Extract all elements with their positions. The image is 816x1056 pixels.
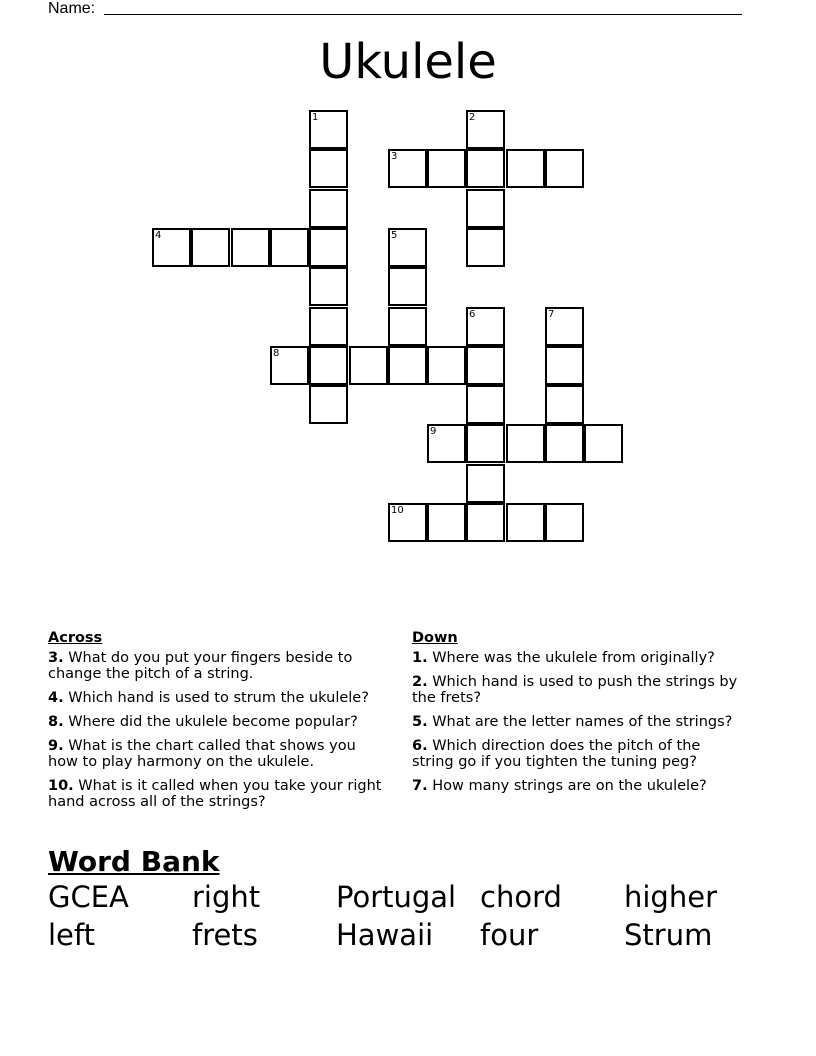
- crossword-cell[interactable]: [466, 307, 505, 346]
- cell-number: 3: [391, 151, 398, 162]
- clue-text: Which direction does the pitch of the string go if you tighten the tuning peg?: [412, 738, 701, 770]
- clue-text: Which hand is used to strum the ukulele?: [68, 690, 369, 706]
- cell-number: 1: [312, 112, 319, 123]
- clue-text: Which hand is used to push the strings by the frets?: [412, 674, 738, 706]
- crossword-cell[interactable]: [545, 149, 584, 188]
- clue-text: What do you put your fingers beside to change the pitch of a string.: [48, 650, 353, 682]
- crossword-cell[interactable]: [466, 503, 505, 542]
- crossword-cell[interactable]: [466, 189, 505, 228]
- cell-number: 9: [430, 426, 437, 437]
- clue-across: [48, 714, 388, 730]
- cell-number: 10: [391, 505, 404, 516]
- clue-down: [412, 650, 742, 666]
- clue-across: [48, 690, 388, 706]
- crossword-cell[interactable]: [506, 149, 545, 188]
- crossword-cell[interactable]: [545, 424, 584, 463]
- crossword-cell[interactable]: [545, 307, 584, 346]
- crossword-cell[interactable]: [466, 464, 505, 503]
- crossword-cell[interactable]: [545, 346, 584, 385]
- crossword-cell[interactable]: [466, 149, 505, 188]
- clue-text: What is it called when you take your right hand across all of the strings?: [48, 778, 382, 810]
- cell-number: 7: [548, 309, 555, 320]
- crossword-cell[interactable]: [152, 228, 191, 267]
- clue-text: How many strings are on the ukulele?: [432, 778, 707, 794]
- crossword-cell[interactable]: [388, 346, 427, 385]
- crossword-cell[interactable]: [545, 385, 584, 424]
- clue-text: What is the chart called that shows you how to play harmony on the ukulele.: [48, 738, 356, 770]
- crossword-cell[interactable]: [466, 424, 505, 463]
- crossword-cell[interactable]: [466, 228, 505, 267]
- crossword-cell[interactable]: [584, 424, 623, 463]
- down-clues: [412, 630, 742, 802]
- across-clues: [48, 630, 388, 818]
- crossword-cell[interactable]: [309, 307, 348, 346]
- crossword-cell[interactable]: [309, 149, 348, 188]
- across-heading: Across: [48, 630, 103, 646]
- crossword-cell[interactable]: [309, 267, 348, 306]
- crossword-cell[interactable]: [466, 385, 505, 424]
- clue-down: [412, 714, 742, 730]
- crossword-cell[interactable]: [545, 503, 584, 542]
- page-title: Ukulele: [319, 34, 497, 90]
- clue-number: 6.: [412, 738, 428, 754]
- word-bank-item: chord: [480, 880, 562, 914]
- clue-number: 7.: [412, 778, 428, 794]
- word-bank-item: Hawaii: [336, 918, 434, 952]
- crossword-cell[interactable]: [388, 267, 427, 306]
- crossword-cell[interactable]: [349, 346, 388, 385]
- clue-number: 1.: [412, 650, 428, 666]
- clue-down: [412, 778, 742, 794]
- name-label: Name:: [48, 0, 96, 17]
- crossword-cell[interactable]: [231, 228, 270, 267]
- word-bank-item: frets: [192, 918, 258, 952]
- cell-number: 5: [391, 230, 398, 241]
- word-bank-item: higher: [624, 880, 717, 914]
- word-bank-item: four: [480, 918, 539, 952]
- clue-number: 8.: [48, 714, 64, 730]
- clue-text: Where did the ukulele become popular?: [68, 714, 358, 730]
- cell-number: 8: [273, 348, 280, 359]
- clue-across: [48, 778, 388, 810]
- cell-number: 4: [155, 230, 162, 241]
- crossword-cell[interactable]: [427, 424, 466, 463]
- word-bank-item: left: [48, 918, 95, 952]
- word-bank-item: Strum: [624, 918, 713, 952]
- clue-number: 2.: [412, 674, 428, 690]
- crossword-cell[interactable]: [427, 149, 466, 188]
- clue-text: What are the letter names of the strings?: [432, 714, 733, 730]
- crossword-cell[interactable]: [427, 346, 466, 385]
- crossword-cell[interactable]: [270, 228, 309, 267]
- word-bank-item: GCEA: [48, 880, 129, 914]
- crossword-cell[interactable]: [309, 385, 348, 424]
- clue-text: Where was the ukulele from originally?: [432, 650, 715, 666]
- word-bank-item: Portugal: [336, 880, 457, 914]
- crossword-cell[interactable]: [388, 503, 427, 542]
- crossword-cell[interactable]: [309, 189, 348, 228]
- crossword-cell[interactable]: [466, 110, 505, 149]
- clue-number: 10.: [48, 778, 74, 794]
- clue-number: 5.: [412, 714, 428, 730]
- crossword-cell[interactable]: [270, 346, 309, 385]
- crossword-cell[interactable]: [466, 346, 505, 385]
- cell-number: 2: [469, 112, 476, 123]
- crossword-cell[interactable]: [309, 228, 348, 267]
- word-bank-item: right: [192, 880, 261, 914]
- crossword-cell[interactable]: [309, 110, 348, 149]
- crossword-cell[interactable]: [506, 424, 545, 463]
- down-heading: Down: [412, 630, 458, 646]
- crossword-cell[interactable]: [388, 149, 427, 188]
- clue-number: 9.: [48, 738, 64, 754]
- crossword-cell[interactable]: [191, 228, 230, 267]
- crossword-cell[interactable]: [427, 503, 466, 542]
- clue-number: 4.: [48, 690, 64, 706]
- crossword-cell[interactable]: [388, 228, 427, 267]
- word-bank-title: Word Bank: [48, 845, 220, 878]
- clue-down: [412, 674, 742, 706]
- clue-across: [48, 650, 388, 682]
- clue-number: 3.: [48, 650, 64, 666]
- clue-across: [48, 738, 388, 770]
- clue-down: [412, 738, 742, 770]
- crossword-cell[interactable]: [309, 346, 348, 385]
- cell-number: 6: [469, 309, 476, 320]
- crossword-cell[interactable]: [388, 307, 427, 346]
- crossword-cell[interactable]: [506, 503, 545, 542]
